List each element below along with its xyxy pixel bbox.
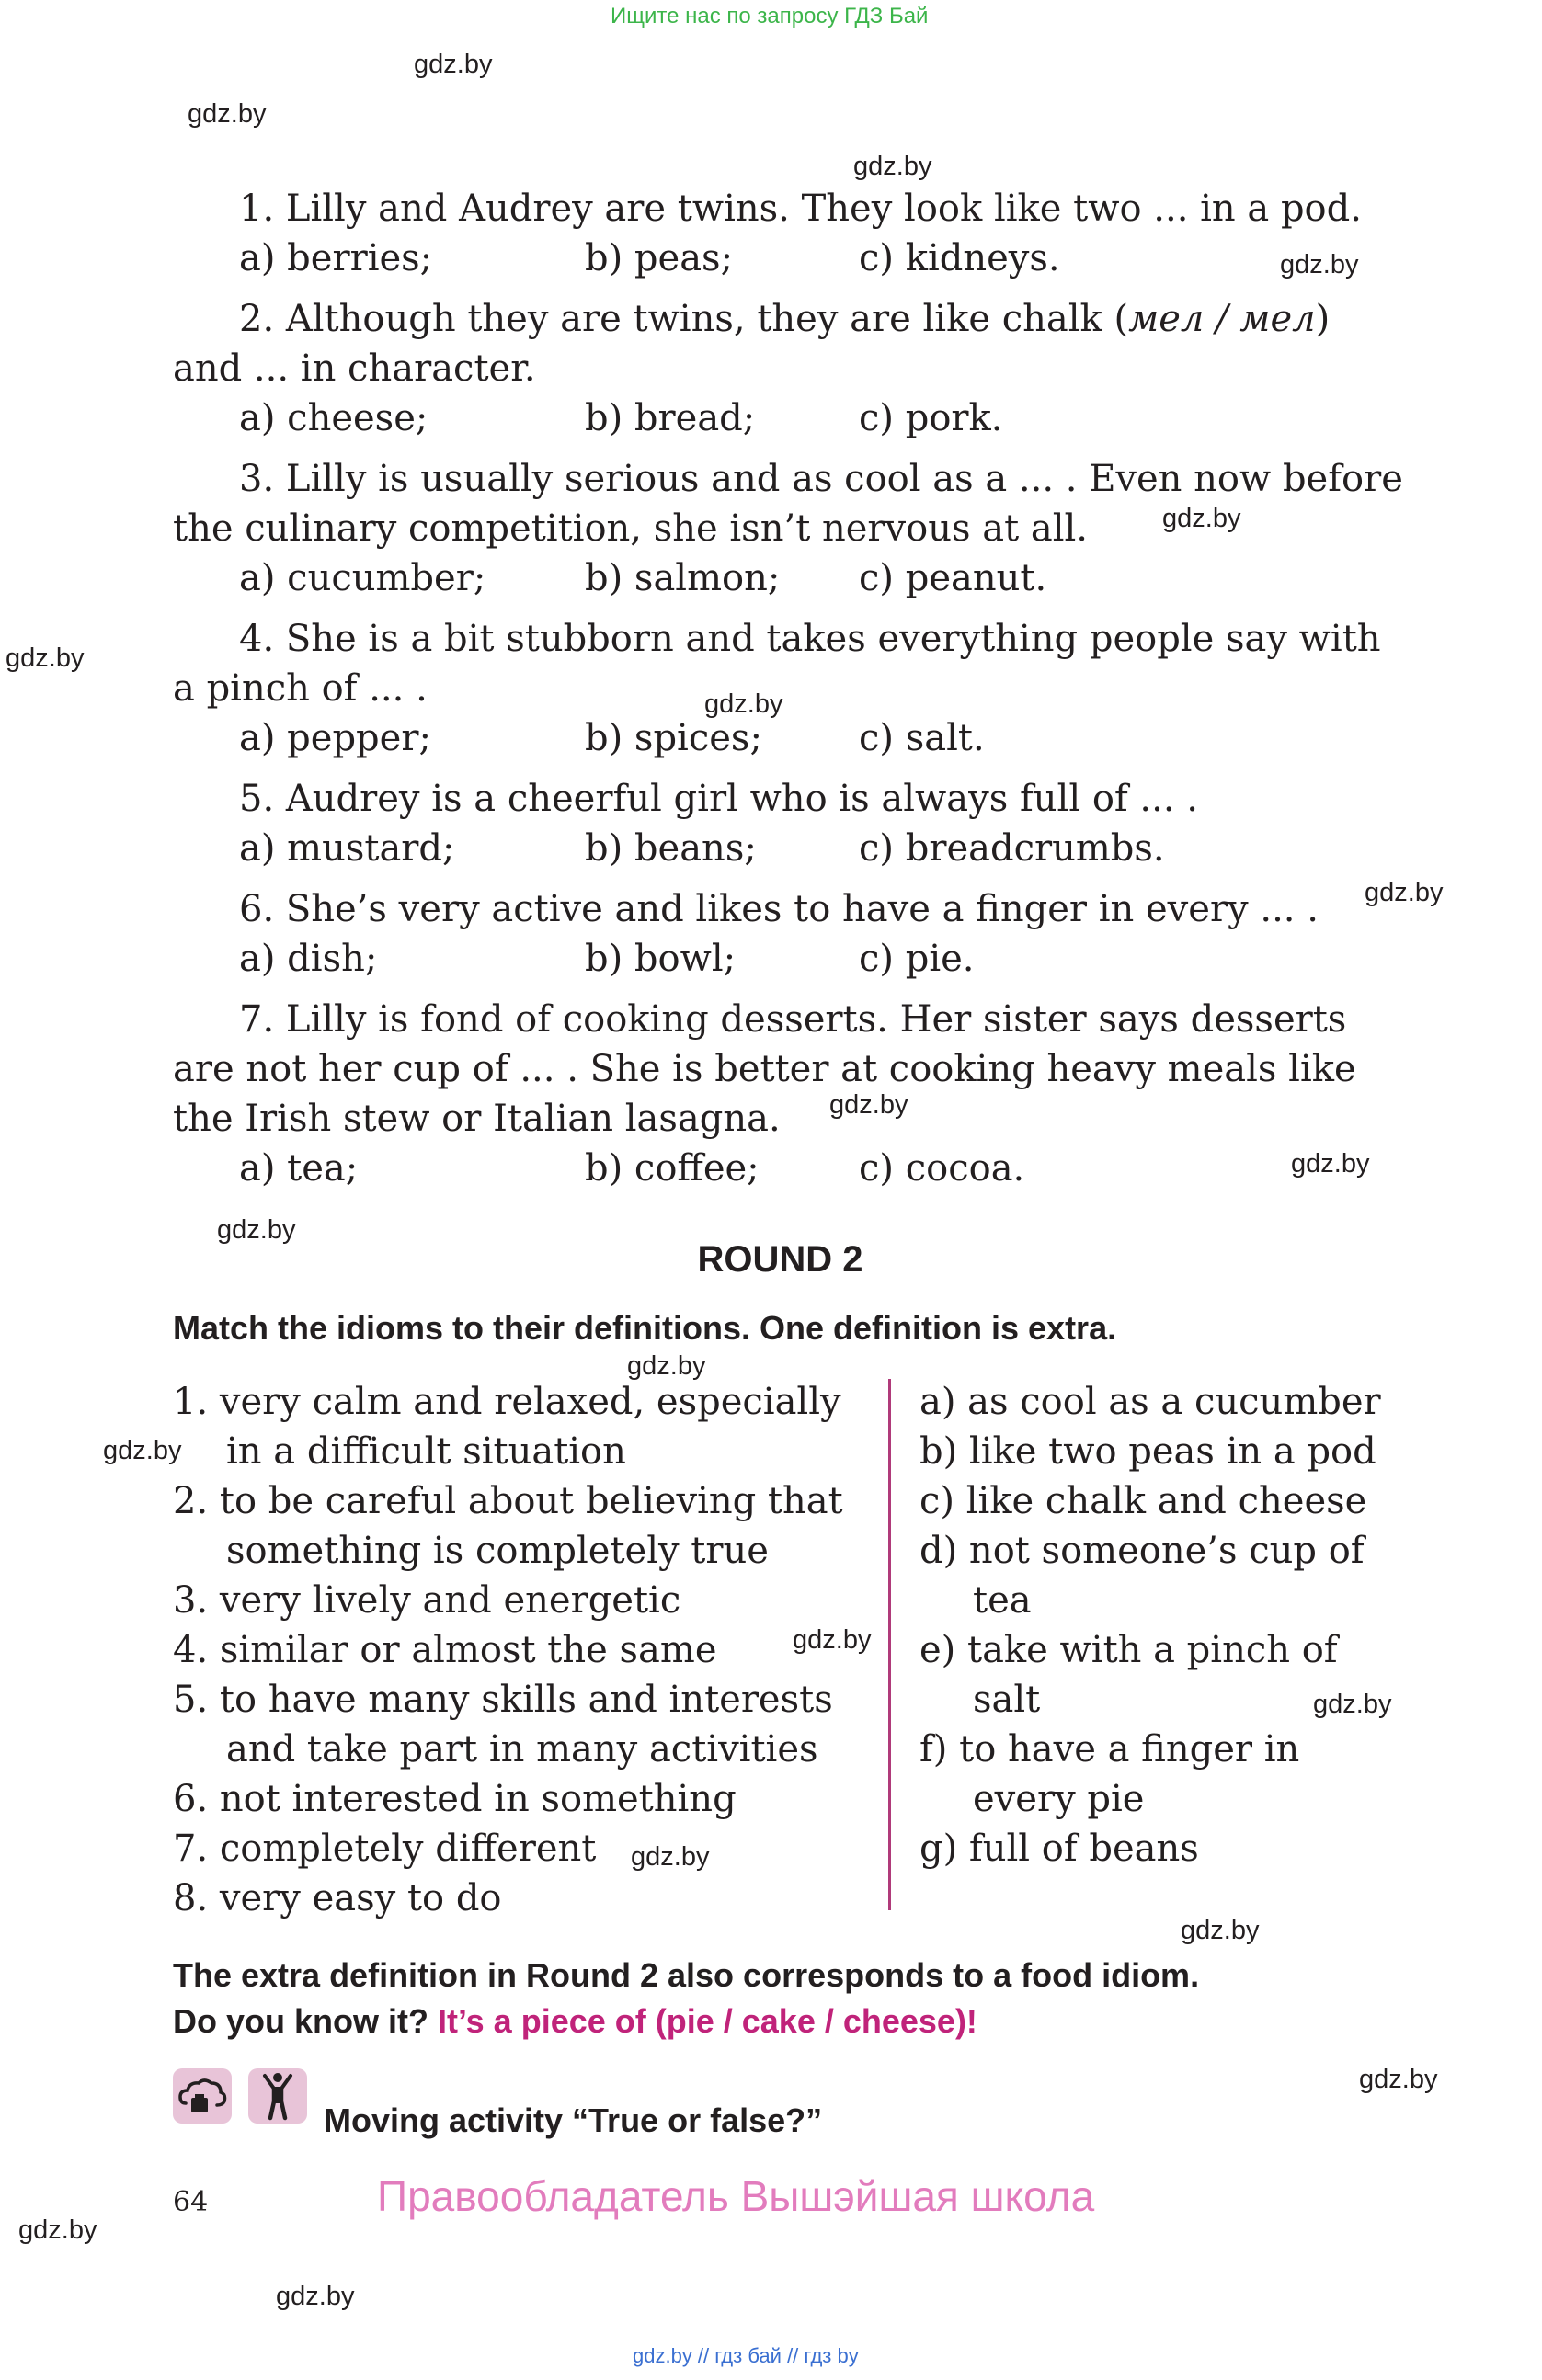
option-1b: b) peas; [585, 237, 734, 279]
option-6b: b) bowl; [585, 938, 737, 980]
idiom-item: g) full of beans [919, 1828, 1199, 1870]
extra-note-line-2: Do you know it? It’s a piece of (pie / cake / cheese)! [173, 2002, 977, 2040]
definition-item: 6. not interested in something [173, 1778, 737, 1820]
round2-title: ROUND 2 [697, 1239, 863, 1280]
person-moving-icon [248, 2068, 307, 2124]
watermark: gdz.by [1291, 1149, 1370, 1179]
watermark: gdz.by [793, 1625, 872, 1655]
question-4-line-1: 4. She is a bit stubborn and takes everything people say with [239, 618, 1381, 660]
option-5b: b) beans; [585, 827, 757, 870]
cloud-hand-icon [173, 2068, 232, 2124]
definition-item: and take part in many activities [226, 1728, 818, 1771]
option-5c: c) breadcrumbs. [859, 827, 1165, 870]
option-3b: b) salmon; [585, 557, 781, 599]
definition-item: 4. similar or almost the same [173, 1629, 717, 1671]
idiom-item: f) to have a finger in [919, 1728, 1300, 1771]
idiom-item: d) not someone’s cup of [919, 1530, 1365, 1572]
watermark: gdz.by [1181, 1916, 1260, 1945]
option-2a: a) cheese; [239, 397, 428, 439]
definition-item: 8. very easy to do [173, 1877, 502, 1919]
option-7b: b) coffee; [585, 1147, 760, 1190]
person-moving-icon-svg [248, 2068, 307, 2124]
idiom-item: a) as cool as a cucumber [919, 1381, 1381, 1423]
question-5: 5. Audrey is a cheerful girl who is always full of ... . [239, 778, 1199, 820]
extra-note-answer: It’s a piece of (pie / cake / cheese)! [438, 2002, 977, 2040]
watermark: gdz.by [414, 50, 493, 79]
idiom-item: salt [973, 1679, 1041, 1721]
question-4-line-2: a pinch of ... . [173, 667, 428, 710]
question-6: 6. She’s very active and likes to have a finger in every ... . [239, 888, 1319, 930]
watermark: gdz.by [6, 643, 85, 673]
watermark: gdz.by [1359, 2065, 1438, 2094]
option-3a: a) cucumber; [239, 557, 486, 599]
idiom-item: e) take with a pinch of [919, 1629, 1338, 1671]
question-3-line-1: 3. Lilly is usually serious and as cool as a ... . Even now before [239, 458, 1403, 500]
watermark: gdz.by [276, 2282, 355, 2311]
round2-instruction: Match the idioms to their definitions. One definition is extra. [173, 1309, 1117, 1347]
question-7-line-3: the Irish stew or Italian lasagna. [173, 1098, 781, 1140]
question-7-line-2: are not her cup of ... . She is better at cooking heavy meals like [173, 1048, 1356, 1090]
question-1: 1. Lilly and Audrey are twins. They look like two ... in a pod. [239, 188, 1362, 230]
watermark: gdz.by [829, 1090, 908, 1120]
question-7-line-1: 7. Lilly is fond of cooking desserts. Her sister says desserts [239, 998, 1347, 1041]
option-3c: c) peanut. [859, 557, 1047, 599]
activity-title: Moving activity “True or false?” [324, 2101, 823, 2139]
bottom-banner: gdz.by // гдз бай // гдз by [633, 2344, 859, 2367]
option-7c: c) cocoa. [859, 1147, 1025, 1190]
watermark: gdz.by [631, 1842, 710, 1872]
option-4b: b) spices; [585, 717, 762, 759]
watermark: gdz.by [1313, 1690, 1392, 1719]
option-1a: a) berries; [239, 237, 433, 279]
extra-note-line-1: The extra definition in Round 2 also corresponds to a food idiom. [173, 1956, 1200, 1994]
question-2-line-2: and ... in character. [173, 347, 536, 390]
definition-item: in a difficult situation [226, 1430, 626, 1473]
watermark: gdz.by [1365, 878, 1444, 907]
watermark: gdz.by [18, 2215, 97, 2245]
column-divider [888, 1379, 891, 1910]
watermark: gdz.by [217, 1215, 296, 1245]
option-7a: a) tea; [239, 1147, 359, 1190]
page-number: 64 [173, 2186, 209, 2218]
idiom-item: every pie [973, 1778, 1145, 1820]
definition-item: 5. to have many skills and interests [173, 1679, 833, 1721]
definition-item: 2. to be careful about believing that [173, 1480, 843, 1522]
definition-item: 7. completely different [173, 1828, 597, 1870]
question-3-line-2: the culinary competition, she isn’t nervous at all. [173, 507, 1088, 550]
idiom-item: tea [973, 1579, 1032, 1622]
copyright-notice: Правообладатель Вышэйшая школа [377, 2172, 1095, 2220]
option-4a: a) pepper; [239, 717, 431, 759]
option-5a: a) mustard; [239, 827, 455, 870]
watermark: gdz.by [627, 1351, 706, 1381]
top-banner: Ищите нас по запросу ГДЗ Бай [611, 4, 929, 28]
option-2b: b) bread; [585, 397, 756, 439]
definition-item: 1. very calm and relaxed, especially [173, 1381, 841, 1423]
option-1c: c) kidneys. [859, 237, 1060, 279]
option-6c: c) pie. [859, 938, 975, 980]
watermark: gdz.by [704, 689, 783, 719]
question-2-line-1: 2. Although they are twins, they are like chalk (мел / мел) [239, 298, 1331, 340]
watermark: gdz.by [1280, 250, 1359, 279]
option-6a: a) dish; [239, 938, 378, 980]
option-4c: c) salt. [859, 717, 985, 759]
watermark: gdz.by [188, 99, 267, 129]
definition-item: 3. very lively and energetic [173, 1579, 681, 1622]
definition-item: something is completely true [226, 1530, 769, 1572]
idiom-item: c) like chalk and cheese [919, 1480, 1367, 1522]
watermark: gdz.by [853, 152, 932, 181]
russian-translation: мел / мел [1128, 298, 1316, 340]
cloud-hand-icon-svg [173, 2068, 232, 2124]
watermark: gdz.by [1162, 504, 1241, 533]
option-2c: c) pork. [859, 397, 1003, 439]
idiom-item: b) like two peas in a pod [919, 1430, 1376, 1473]
watermark: gdz.by [103, 1436, 182, 1465]
